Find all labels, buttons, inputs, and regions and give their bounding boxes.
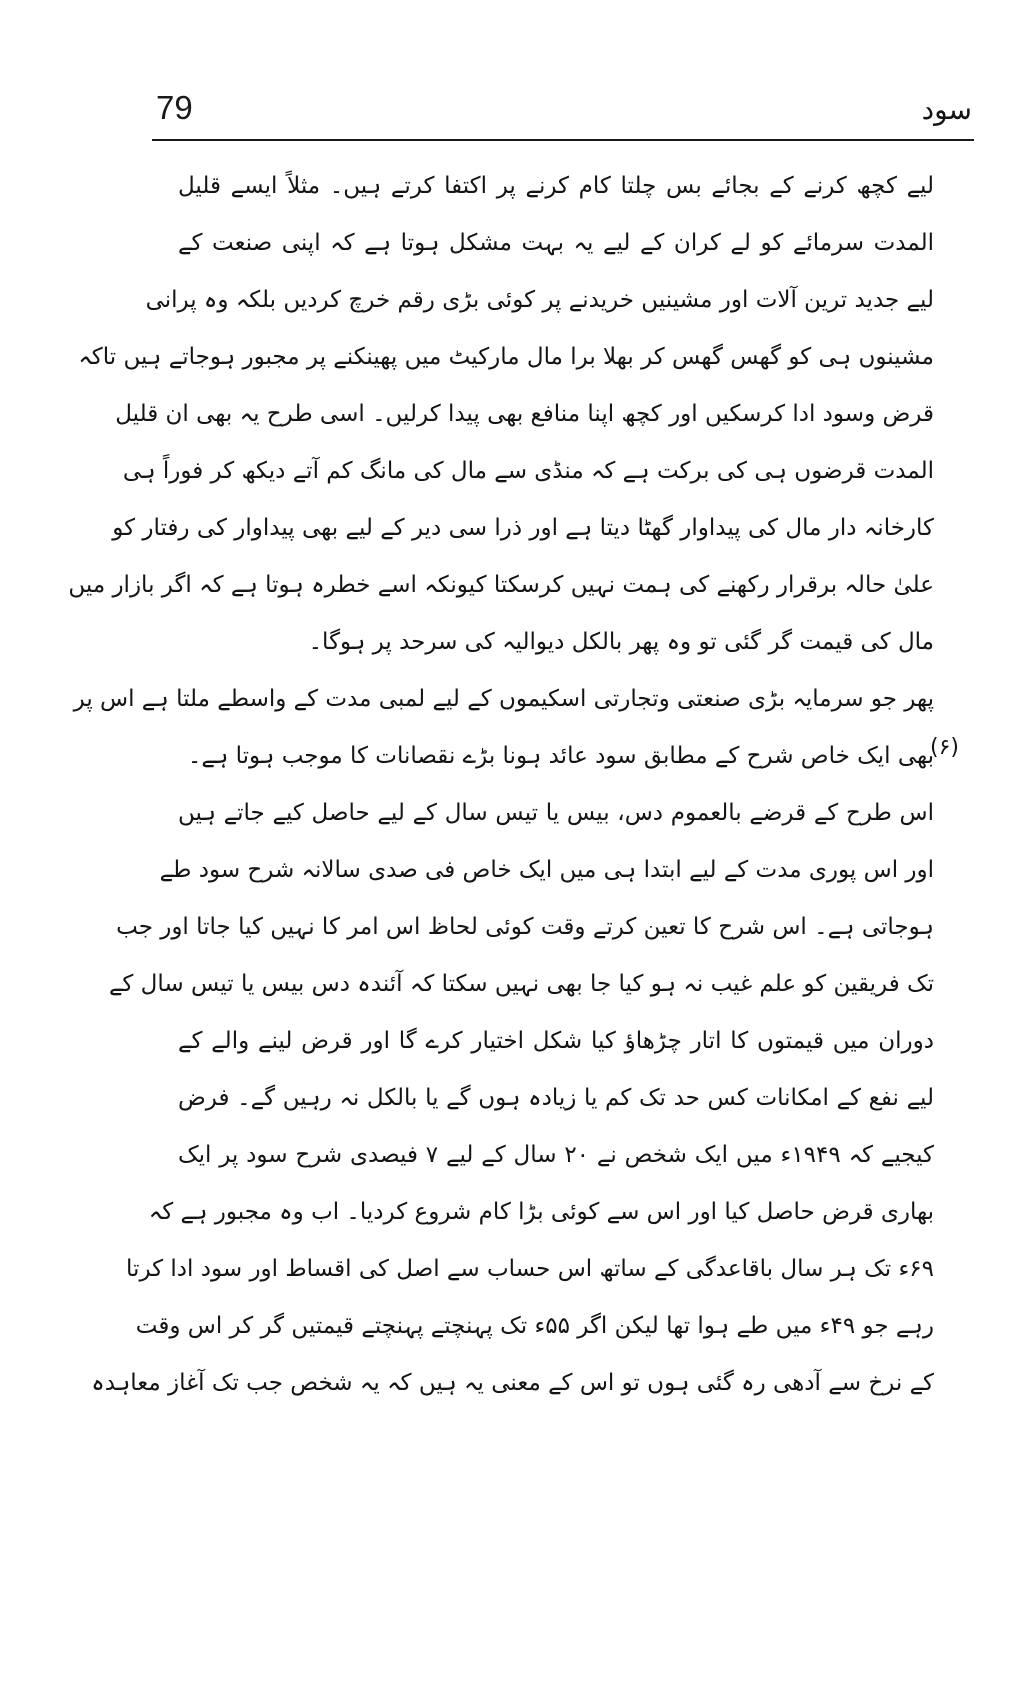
text-line: المدت قرضوں ہی کی برکت ہے کہ منڈی سے مال کی مانگ کم آتے دیکھ کر فوراً ہی (122, 458, 934, 484)
text-line: بھاری قرض حاصل کیا اور اس سے کوئی بڑا کام شروع کردیا۔ اب وہ مجبور ہے کہ (148, 1199, 934, 1225)
text-line: المدت سرمائے کو لے کران کے لیے یہ بہت مشکل ہوتا ہے کہ اپنی صنعت کے (178, 230, 934, 256)
text-line: کارخانہ دار مال کی پیداوار گھٹا دیتا ہے اور ذرا سی دیر کے لیے بھی پیداوار کی رفتار کو (112, 515, 934, 541)
text-line: قرض وسود ادا کرسکیں اور کچھ اپنا منافع بھی پیدا کرلیں۔ اسی طرح یہ بھی ان قلیل (115, 401, 934, 427)
section-marker: (۶) (930, 735, 959, 760)
text-line: ۶۹ء تک ہر سال باقاعدگی کے ساتھ اس حساب سے اصل کی اقساط اور سود ادا کرتا (126, 1256, 934, 1282)
text-line: تک فریقین کو علم غیب نہ ہو کیا جا بھی نہیں سکتا کہ آئندہ دس بیس یا تیس سال کے (108, 971, 934, 997)
text-line: اس طرح کے قرضے بالعموم دس، بیس یا تیس سال کے لیے حاصل کیے جاتے ہیں (178, 800, 934, 826)
body-text (68, 158, 934, 1412)
text-line: کے نرخ سے آدھی رہ گئی ہوں تو اس کے معنی یہ ہیں کہ یہ شخص جب تک آغاز معاہدہ (91, 1370, 934, 1396)
text-line: رہے جو ۴۹ء میں طے ہوا تھا لیکن اگر ۵۵ء تک پہنچتے پہنچتے قیمتیں گر کر اس وقت (135, 1313, 934, 1339)
text-line: مال کی قیمت گر گئی تو وہ پھر بالکل دیوالیہ کی سرحد پر ہوگا۔ (308, 629, 934, 655)
text-line: بھی ایک خاص شرح کے مطابق سود عائد ہونا بڑے نقصانات کا موجب ہوتا ہے۔ (187, 743, 934, 769)
text-line: پھر جو سرمایہ بڑی صنعتی وتجارتی اسکیموں کے لیے لمبی مدت کے واسطے ملتا ہے اس پر (73, 686, 934, 712)
text-line: لیے کچھ کرنے کے بجائے بس چلتا کام کرنے پر اکتفا کرتے ہیں۔ مثلاً ایسے قلیل (178, 173, 934, 199)
text-line: علیٰ حالہ برقرار رکھنے کی ہمت نہیں کرسکتا کیونکہ اسے خطرہ ہوتا ہے کہ اگر بازار میں (68, 572, 934, 598)
text-line: لیے جدید ترین آلات اور مشینیں خریدنے پر کوئی بڑی رقم خرچ کردیں بلکہ وہ پرانی (145, 287, 934, 313)
page-number: 79 (156, 89, 193, 126)
text-line: ہوجاتی ہے۔ اس شرح کا تعین کرتے وقت کوئی لحاظ اس امر کا نہیں کیا جاتا اور جب (116, 914, 934, 940)
running-head-title: سود (921, 93, 972, 126)
text-line: مشینوں ہی کو گھس گھس کر بھلا برا مال مارکیٹ میں پھینکنے پر مجبور ہوجاتے ہیں تاکہ (78, 344, 934, 370)
text-line: دوران میں قیمتوں کا اتار چڑھاؤ کیا شکل اختیار کرے گا اور قرض لینے والے کے (178, 1028, 934, 1054)
text-line: کیجیے کہ ۱۹۴۹ء میں ایک شخص نے ۲۰ سال کے لیے ۷ فیصدی شرح سود پر ایک (178, 1142, 934, 1168)
text-line: لیے نفع کے امکانات کس حد تک کم یا زیادہ ہوں گے یا بالکل نہ رہیں گے۔ فرض (178, 1085, 934, 1111)
text-line: اور اس پوری مدت کے لیے ابتدا ہی میں ایک خاص فی صدی سالانہ شرح سود طے (159, 857, 934, 883)
header-divider (152, 139, 974, 141)
